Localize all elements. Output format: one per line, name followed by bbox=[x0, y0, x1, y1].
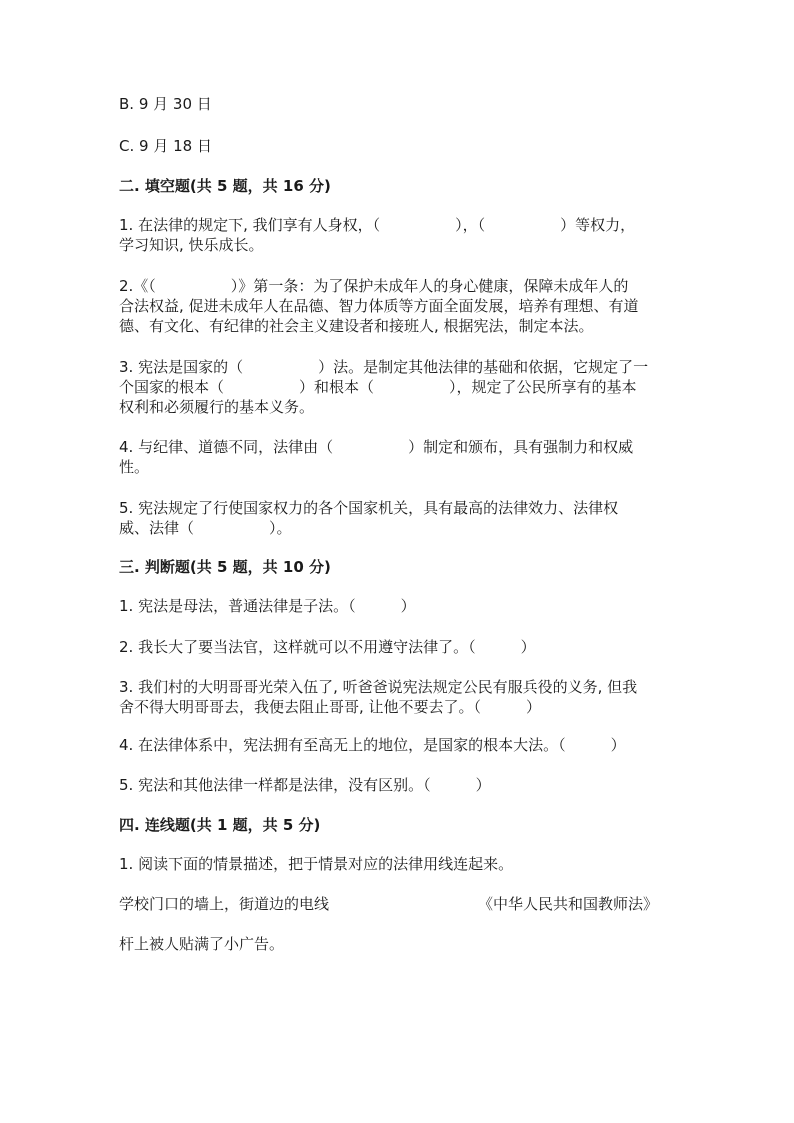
match-q1: 1. 阅读下面的情景描述，把于情景对应的法律用线连起来。 bbox=[119, 855, 514, 873]
fill-q2-line2: 合法权益, 促进未成年人在品德、智力体质等方面全面发展，培养有理想、有道 bbox=[119, 297, 639, 315]
fill-q2-line3: 德、有文化、有纪律的社会主义建设者和接班人, 根据宪法，制定本法。 bbox=[119, 317, 594, 335]
section-true-false-heading: 三. 判断题(共 5 题，共 10 分) bbox=[119, 558, 331, 576]
tf-q3-line2: 舍不得大明哥哥去，我便去阻止哥哥, 让他不要去了。（ ） bbox=[119, 698, 542, 716]
section-matching-heading: 四. 连线题(共 1 题，共 5 分) bbox=[119, 816, 321, 834]
fill-q5-line1: 5. 宪法规定了行使国家权力的各个国家机关，具有最高的法律效力、法律权 bbox=[119, 499, 619, 517]
tf-q1: 1. 宪法是母法，普通法律是子法。（ ） bbox=[119, 597, 416, 615]
fill-q3-line2: 个国家的根本（ ）和根本（ ），规定了公民所享有的基本 bbox=[119, 378, 637, 396]
tf-q2: 2. 我长大了要当法官，这样就可以不用遵守法律了。（ ） bbox=[119, 638, 536, 656]
tf-q3-line1: 3. 我们村的大明哥哥光荣入伍了, 听爸爸说宪法规定公民有服兵役的义务, 但我 bbox=[119, 678, 638, 696]
fill-q2-line1: 2.《（ ）》第一条：为了保护未成年人的身心健康，保障未成年人的 bbox=[119, 277, 629, 295]
fill-q3-line1: 3. 宪法是国家的（ ）法。是制定其他法律的基础和依据，它规定了一 bbox=[119, 358, 649, 376]
fill-q5-line2: 威、法律（ ）。 bbox=[119, 519, 292, 537]
fill-q1-line2: 学习知识, 快乐成长。 bbox=[119, 236, 264, 254]
fill-q4-line2: 性。 bbox=[119, 458, 150, 476]
match-scene-line2: 杆上被人贴满了小广告。 bbox=[119, 935, 285, 953]
match-scene-line1: 学校门口的墙上，街道边的电线 bbox=[119, 895, 330, 913]
fill-q3-line3: 权利和必须履行的基本义务。 bbox=[119, 398, 315, 416]
match-law-item: 《中华人民共和国教师法》 bbox=[478, 895, 659, 913]
tf-q4: 4. 在法律体系中，宪法拥有至高无上的地位，是国家的根本大法。（ ） bbox=[119, 736, 626, 754]
fill-q4-line1: 4. 与纪律、道德不同，法律由（ ）制定和颁布，具有强制力和权威 bbox=[119, 438, 634, 456]
option-b: B. 9 月 30 日 bbox=[119, 95, 212, 113]
tf-q5: 5. 宪法和其他法律一样都是法律，没有区别。（ ） bbox=[119, 776, 491, 794]
section-fill-blank-heading: 二. 填空题(共 5 题，共 16 分) bbox=[119, 177, 331, 195]
fill-q1-line1: 1. 在法律的规定下, 我们享有人身权，（ ），（ ）等权力， bbox=[119, 216, 636, 234]
option-c: C. 9 月 18 日 bbox=[119, 137, 212, 155]
